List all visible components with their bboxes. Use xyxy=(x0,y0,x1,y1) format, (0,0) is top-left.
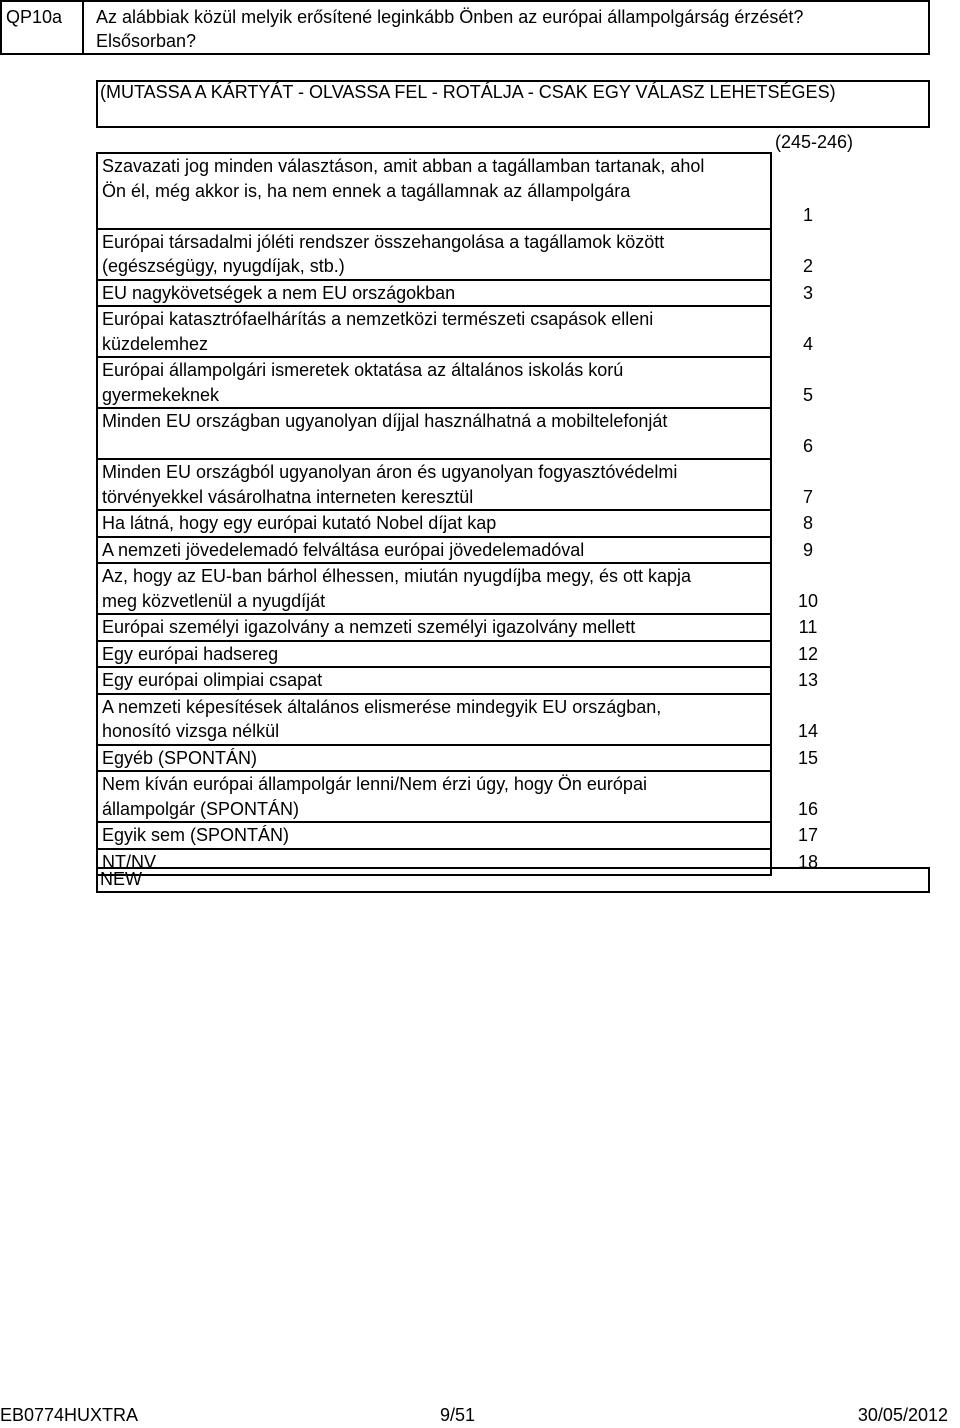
answer-option-line: meg közvetlenül a nyugdíját xyxy=(102,590,326,611)
footer-document-code: EB0774HUXTRA xyxy=(0,1405,139,1425)
answer-option-line: gyermekeknek xyxy=(102,384,220,405)
answer-option-line: Egy európai hadsereg xyxy=(102,643,279,664)
answer-option xyxy=(96,821,819,850)
answer-option-line: (egészségügy, nyugdíjak, stb.) xyxy=(102,256,345,276)
answer-option-text xyxy=(102,823,766,848)
answer-option-line: állampolgár (SPONTÁN) xyxy=(102,798,300,819)
answer-options-list xyxy=(96,154,819,876)
answer-option-text xyxy=(102,538,766,563)
answer-option-line: Minden EU országból ugyanolyan áron és ugyanolyan fogyasztóvédelmi xyxy=(102,462,678,482)
answer-option-code: 16 xyxy=(797,798,819,819)
answer-option-code: 9 xyxy=(802,539,813,560)
answer-option xyxy=(96,407,813,460)
answer-option-line: Nem kíván európai állampolgár lenni/Nem érzi úgy, hogy Ön európai xyxy=(102,774,647,794)
answer-option xyxy=(96,305,813,358)
answer-option-code: 14 xyxy=(797,721,819,741)
answer-option-code: 1 xyxy=(802,205,813,225)
answer-option-code: 11 xyxy=(798,617,818,637)
answer-option-text xyxy=(102,668,766,693)
instruction-text: (MUTASSA A KÁRTYÁT - OLVASSA FEL - ROTÁLJA - CSAK EGY VÁLASZ LEHETSÉGES) xyxy=(100,82,836,102)
answer-option-text xyxy=(102,746,766,771)
answer-option xyxy=(96,613,818,642)
answer-option-text xyxy=(102,358,766,407)
answer-option-line: Európai személyi igazolvány a nemzeti személyi igazolvány mellett xyxy=(102,617,636,637)
answer-option-text xyxy=(102,772,766,821)
answer-option xyxy=(96,228,813,281)
footer-page-number: 9/51 xyxy=(440,1405,476,1425)
answer-option-code: 13 xyxy=(797,670,819,690)
answer-option-text xyxy=(102,281,766,306)
answer-option-code: 7 xyxy=(802,486,813,507)
answer-option-line: Minden EU országban ugyanolyan díjjal használhatná a mobiltelefonját xyxy=(102,411,668,431)
answer-option-line: Egyéb (SPONTÁN) xyxy=(102,747,258,768)
answer-option xyxy=(96,458,813,511)
answer-option-code: 12 xyxy=(797,643,819,664)
answer-option-text xyxy=(102,230,766,279)
answer-option-text xyxy=(102,564,766,613)
answer-option-line: Európai katasztrófaelhárítás a nemzetközi természeti csapások elleni xyxy=(102,309,654,329)
answer-option-line: A nemzeti képesítések általános elismerése mindegyik EU országban, xyxy=(102,696,662,717)
answer-option xyxy=(96,536,813,565)
answer-option-line: Egyik sem (SPONTÁN) xyxy=(102,825,290,845)
answer-option-code: 15 xyxy=(797,747,819,768)
answer-option-code: 3 xyxy=(802,282,813,303)
footer-date: 30/05/2012 xyxy=(857,1405,948,1425)
question-text-line-2: Elsősorban? xyxy=(96,31,197,51)
column-code: (245-246) xyxy=(775,132,854,152)
answer-option-text xyxy=(102,409,766,458)
answer-option xyxy=(96,509,813,538)
answer-option xyxy=(96,152,813,230)
answer-option-line: A nemzeti jövedelemadó felváltása európai jövedelemadóval xyxy=(102,539,585,560)
answer-option-text xyxy=(102,615,766,640)
answer-option xyxy=(96,666,819,695)
answer-option xyxy=(96,356,813,409)
new-label: NEW xyxy=(100,869,142,889)
answer-option xyxy=(96,279,813,308)
answer-option-line: küzdelemhez xyxy=(102,333,209,354)
answer-option-line: Európai társadalmi jóléti rendszer összehangolása a tagállamok között xyxy=(102,231,665,252)
answer-option-line: Ha látná, hogy egy európai kutató Nobel díjat kap xyxy=(102,513,497,533)
answer-option-line: Európai állampolgári ismeretek oktatása az általános iskolás korú xyxy=(102,360,624,380)
answer-option-code: 10 xyxy=(797,590,819,611)
answer-option-text xyxy=(102,695,766,744)
question-text-line-1: Az alábbiak közül melyik erősítené leginkább Önben az európai állampolgárság érzését? xyxy=(96,7,804,27)
answer-option-line xyxy=(102,434,766,459)
answer-option-line xyxy=(102,203,766,228)
answer-option-code: 18 xyxy=(797,851,819,872)
answer-option-line: NT/NV xyxy=(102,851,156,872)
answer-option-code: 8 xyxy=(802,513,813,533)
question-id: QP10a xyxy=(6,7,63,27)
answer-option-text xyxy=(102,511,766,536)
new-box xyxy=(96,867,930,893)
answer-option-line: Egy európai olimpiai csapat xyxy=(102,670,323,690)
answer-option-line: honosító vizsga nélkül xyxy=(102,721,280,741)
answer-option-line: törvényekkel vásárolhatna interneten keresztül xyxy=(102,486,474,507)
answer-option-text xyxy=(102,307,766,356)
answer-option-text xyxy=(102,154,766,228)
answer-option-code: 5 xyxy=(802,384,813,405)
answer-option-line: Ön él, még akkor is, ha nem ennek a tagállamnak az állampolgára xyxy=(102,180,631,201)
answer-option-code: 2 xyxy=(802,256,813,276)
answer-option xyxy=(96,640,819,669)
answer-option xyxy=(96,693,819,746)
answer-option-text xyxy=(102,460,766,509)
answer-option-line: EU nagykövetségek a nem EU országokban xyxy=(102,282,456,303)
answer-option-text xyxy=(102,642,766,667)
answer-option-line: Az, hogy az EU-ban bárhol élhessen, miután nyugdíjba megy, és ott kapja xyxy=(102,566,692,586)
answer-option-code: 17 xyxy=(797,825,819,845)
answer-option-code: 6 xyxy=(802,435,813,456)
answer-option xyxy=(96,562,819,615)
answer-option-code: 4 xyxy=(802,333,813,354)
answer-option-line: Szavazati jog minden választáson, amit abban a tagállamban tartanak, ahol xyxy=(102,156,705,176)
answer-option xyxy=(96,770,819,823)
answer-option xyxy=(96,744,819,773)
